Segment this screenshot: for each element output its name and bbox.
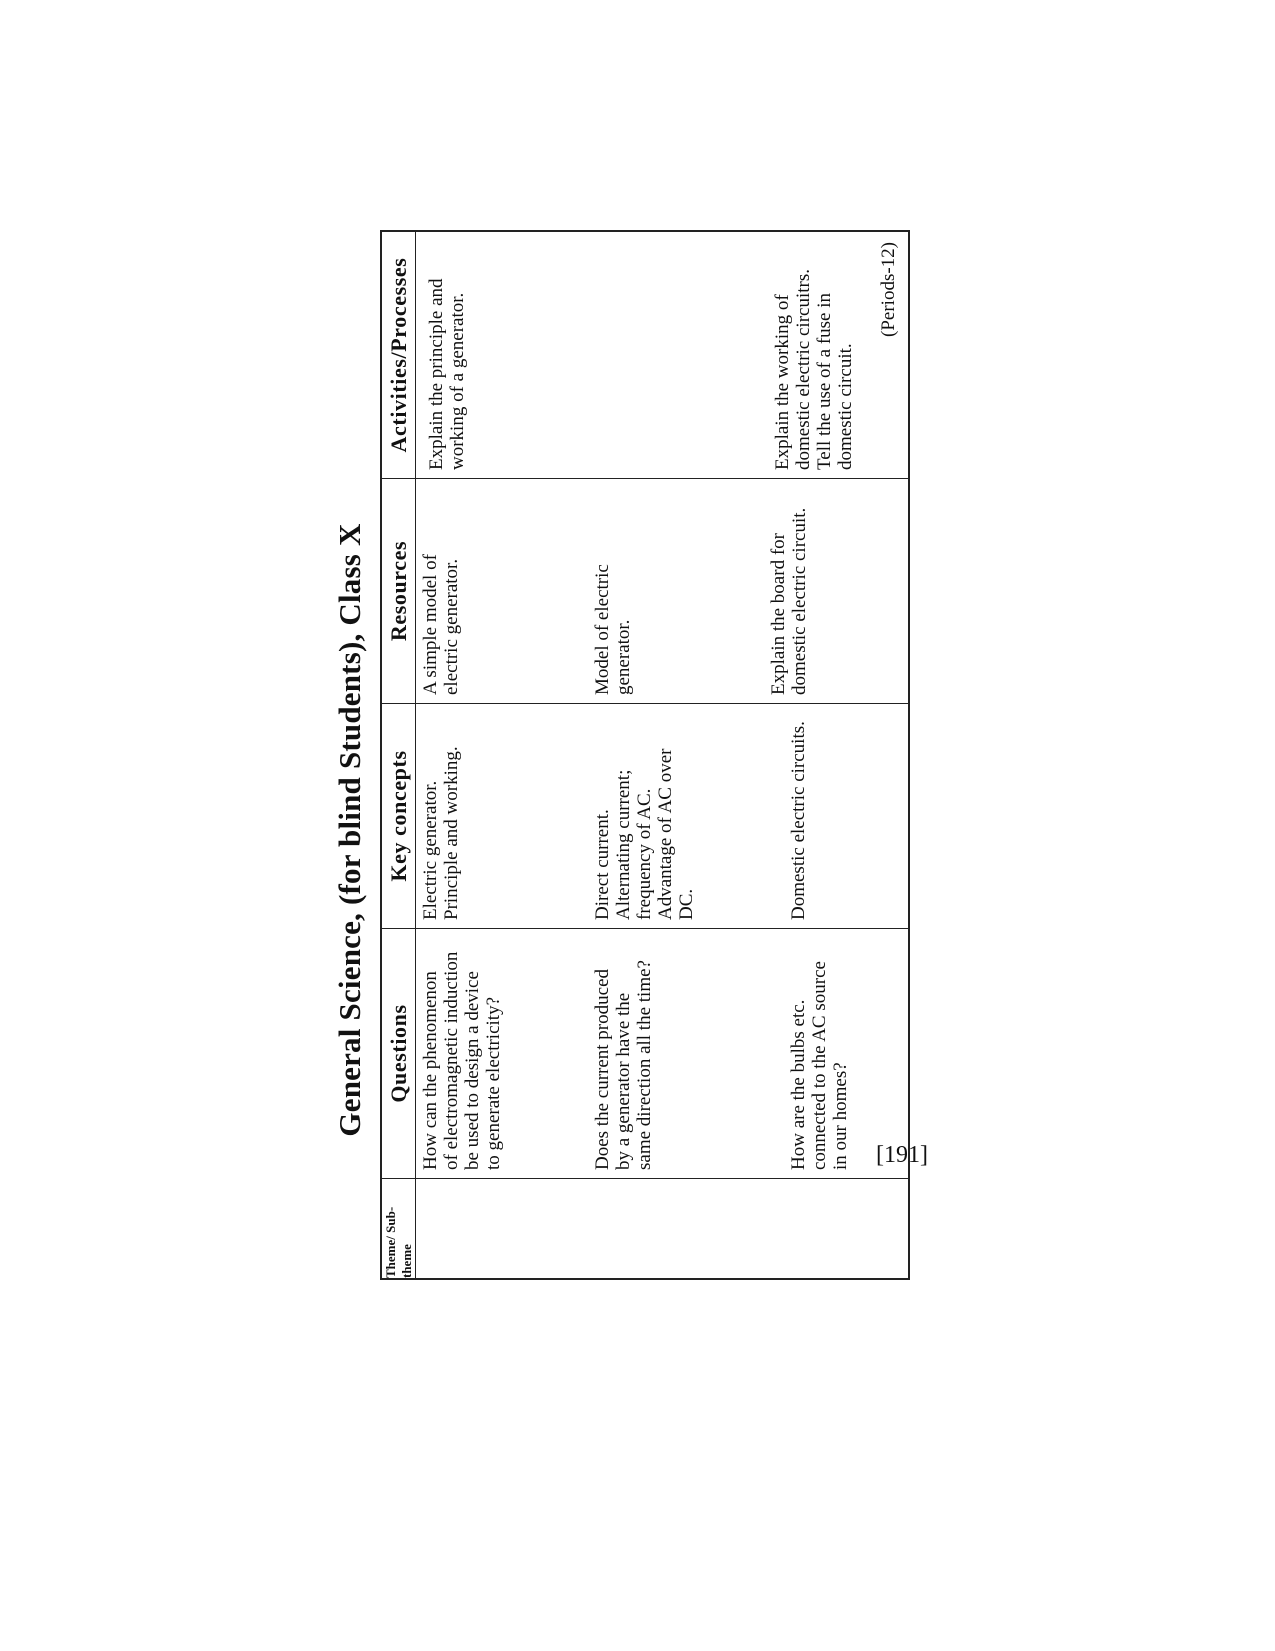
table-cell bbox=[592, 710, 697, 920]
table-cell bbox=[772, 238, 899, 470]
column-resources bbox=[416, 478, 908, 703]
table-cell bbox=[420, 485, 462, 695]
table-cell bbox=[788, 935, 851, 1170]
page-number: [191] bbox=[876, 1142, 928, 1168]
question-row-3: How are the bulbs etc. connected to the AC source in our homes? bbox=[788, 961, 851, 1170]
activities-row-1: Explain the principle and working of a generator. bbox=[426, 278, 468, 470]
resources-row-2: Model of electric generator. bbox=[592, 564, 634, 695]
table-cell bbox=[426, 238, 468, 470]
table-cell bbox=[592, 935, 655, 1170]
column-questions bbox=[416, 928, 908, 1178]
header-activities: Activities/Processes bbox=[382, 232, 416, 478]
key-concepts-row-1: Electric generator. Principle and working. bbox=[420, 746, 462, 920]
header-resources: Resources bbox=[382, 478, 416, 703]
column-activities bbox=[416, 232, 908, 478]
table-cell bbox=[788, 710, 809, 920]
syllabus-table bbox=[380, 230, 910, 1280]
periods-note: (Periods-12) bbox=[878, 242, 899, 337]
question-row-2: Does the current produced by a generator have the same direction all the time? bbox=[592, 960, 655, 1170]
activities-row-3: Explain the working of domestic electric circuitrs. Tell the use of a fuse in domestic circuit. bbox=[772, 269, 856, 470]
resources-row-3: Explain the board for domestic electric circuit. bbox=[768, 507, 810, 695]
key-concepts-row-3: Domestic electric circuits. bbox=[788, 721, 809, 920]
header-questions: Questions bbox=[382, 928, 416, 1178]
table-cell bbox=[420, 935, 504, 1170]
header-key-concepts: Key concepts bbox=[382, 703, 416, 928]
table-cell bbox=[592, 485, 634, 695]
question-row-1: How can the phenomenon of electromagnetic induction be used to design a device to generate electricity? bbox=[420, 951, 504, 1170]
column-theme bbox=[416, 1178, 908, 1278]
key-concepts-row-2: Direct current. Alternating current; frequency of AC. Advantage of AC over DC. bbox=[592, 748, 697, 920]
table-cell bbox=[768, 485, 810, 695]
page-title: General Science, (for blind Students), Class X bbox=[332, 523, 367, 1137]
rotated-page bbox=[330, 242, 950, 1380]
column-key-concepts bbox=[416, 703, 908, 928]
resources-row-1: A simple model of electric generator. bbox=[420, 554, 462, 695]
table-cell bbox=[420, 710, 462, 920]
header-theme: Theme/ Sub-theme bbox=[382, 1178, 416, 1278]
